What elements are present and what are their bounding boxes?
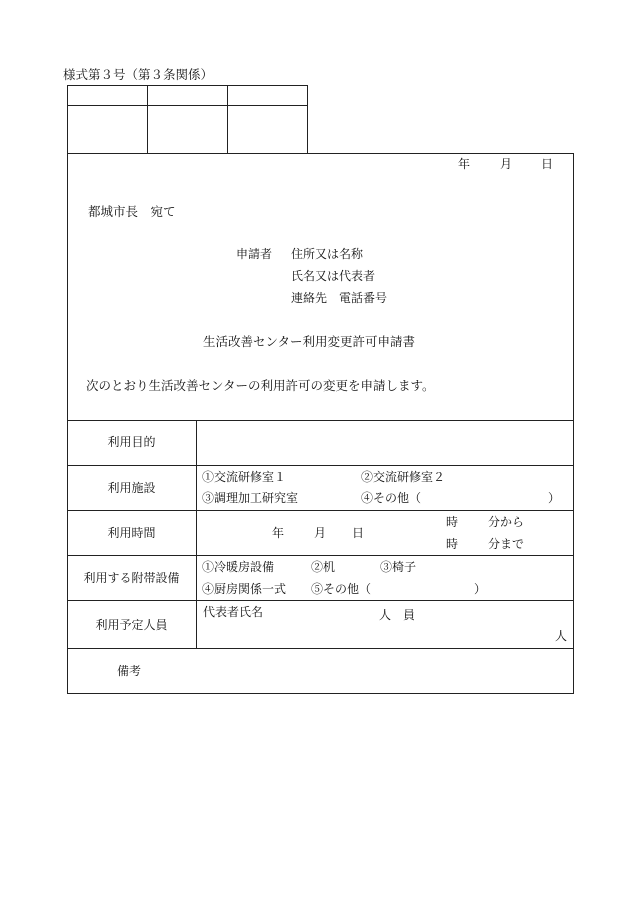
form-title: 生活改善センター利用変更許可申請書 xyxy=(203,334,416,349)
facility-close-paren: ） xyxy=(548,491,561,505)
remarks-field[interactable] xyxy=(150,650,572,692)
statement: 次のとおり生活改善センターの利用許可の変更を申請します。 xyxy=(86,378,435,393)
date-year-label: 年 xyxy=(458,157,471,171)
purpose-label: 利用目的 xyxy=(107,435,156,449)
facility-option-1[interactable]: ①交流研修室１ xyxy=(202,470,287,484)
time-month-label: 月 xyxy=(314,526,327,540)
date-month-label: 月 xyxy=(500,157,513,171)
time-to-min-label: 分まで xyxy=(488,537,525,551)
applicant-address-label: 住所又は名称 xyxy=(291,247,364,261)
equipment-option-1[interactable]: ①冷暖房設備 xyxy=(202,560,275,574)
remarks-label: 備考 xyxy=(117,664,142,678)
time-from-hour-label: 時 xyxy=(446,515,459,529)
applicant-contact-label: 連絡先 電話番号 xyxy=(291,291,388,305)
representative-name-label: 代表者氏名 xyxy=(203,605,264,619)
facility-label: 利用施設 xyxy=(107,481,156,495)
date-day-label: 日 xyxy=(541,157,554,171)
time-from-min-label: 分から xyxy=(488,515,525,529)
applicant-label: 申請者 xyxy=(236,247,273,261)
equipment-option-4[interactable]: ④厨房関係一式 xyxy=(202,582,287,596)
applicant-name-label: 氏名又は代表者 xyxy=(291,269,376,283)
headcount-label: 人 員 xyxy=(379,608,416,622)
form-number: 様式第３号（第３条関係） xyxy=(63,67,214,82)
addressee: 都城市長 宛て xyxy=(88,204,176,219)
time-day-label: 日 xyxy=(352,526,365,540)
equipment-option-5[interactable]: ⑤その他（ xyxy=(311,582,372,596)
time-to-hour-label: 時 xyxy=(446,537,459,551)
time-year-label: 年 xyxy=(272,526,285,540)
headcount-unit: 人 xyxy=(555,629,568,643)
facility-option-3[interactable]: ③調理加工研究室 xyxy=(202,491,299,505)
time-label: 利用時間 xyxy=(107,526,156,540)
purpose-field[interactable] xyxy=(197,421,573,465)
facility-option-2[interactable]: ②交流研修室２ xyxy=(361,470,446,484)
equipment-label: 利用する附帯設備 xyxy=(83,571,180,585)
equipment-option-3[interactable]: ③椅子 xyxy=(380,560,417,574)
equipment-close-paren: ） xyxy=(474,582,487,596)
equipment-option-2[interactable]: ②机 xyxy=(311,560,336,574)
facility-option-4[interactable]: ④その他（ xyxy=(361,491,422,505)
people-label: 利用予定人員 xyxy=(95,618,168,632)
